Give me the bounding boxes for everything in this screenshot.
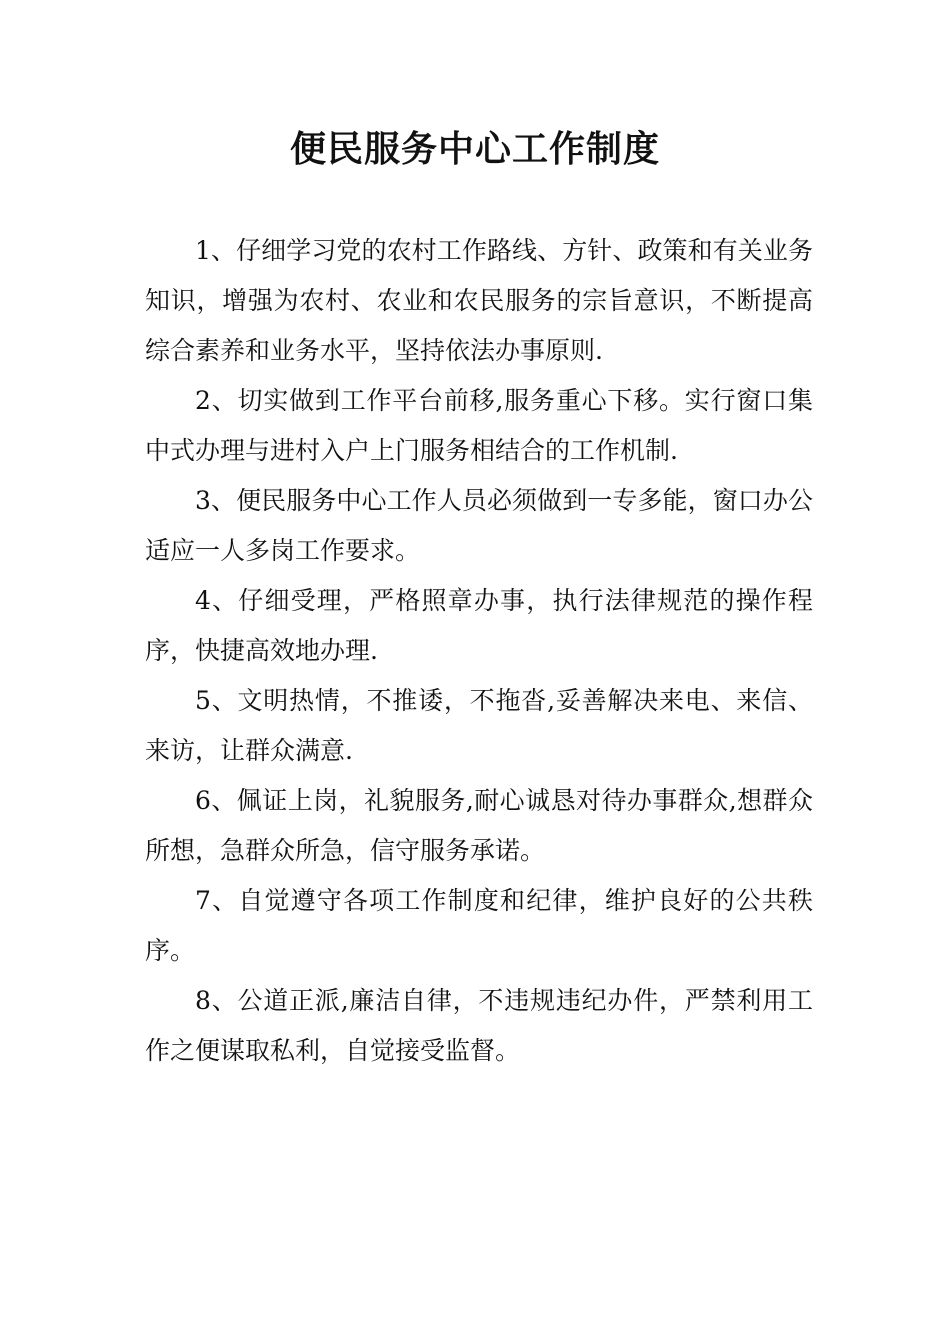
clause-6: 6、佩证上岗，礼貌服务,耐心诚恳对待办事群众,想群众所想，急群众所急，信守服务承诺。: [145, 786, 813, 865]
clause-3: 3、便民服务中心工作人员必须做到一专多能，窗口办公适应一人多岗工作要求。: [145, 486, 813, 565]
document-body: [145, 226, 813, 1076]
clause-7: 7、自觉遵守各项工作制度和纪律，维护良好的公共秩序。: [145, 886, 813, 965]
clause-2: 2、切实做到工作平台前移,服务重心下移。实行窗口集中式办理与进村入户上门服务相结合的工作机制.: [145, 386, 813, 465]
clause-5: 5、文明热情，不推诿，不拖沓,妥善解决来电、来信、来访，让群众满意.: [145, 686, 813, 765]
clause-4: 4、仔细受理，严格照章办事，执行法律规范的操作程序，快捷高效地办理.: [145, 586, 813, 665]
clause-8: 8、公道正派,廉洁自律，不违规违纪办件，严禁利用工作之便谋取私利，自觉接受监督。: [145, 986, 813, 1065]
clause-1: 1、仔细学习党的农村工作路线、方针、政策和有关业务知识，增强为农村、农业和农民服务的宗旨意识，不断提高综合素养和业务水平，坚持依法办事原则.: [145, 236, 813, 365]
document-title: 便民服务中心工作制度: [289, 129, 660, 170]
